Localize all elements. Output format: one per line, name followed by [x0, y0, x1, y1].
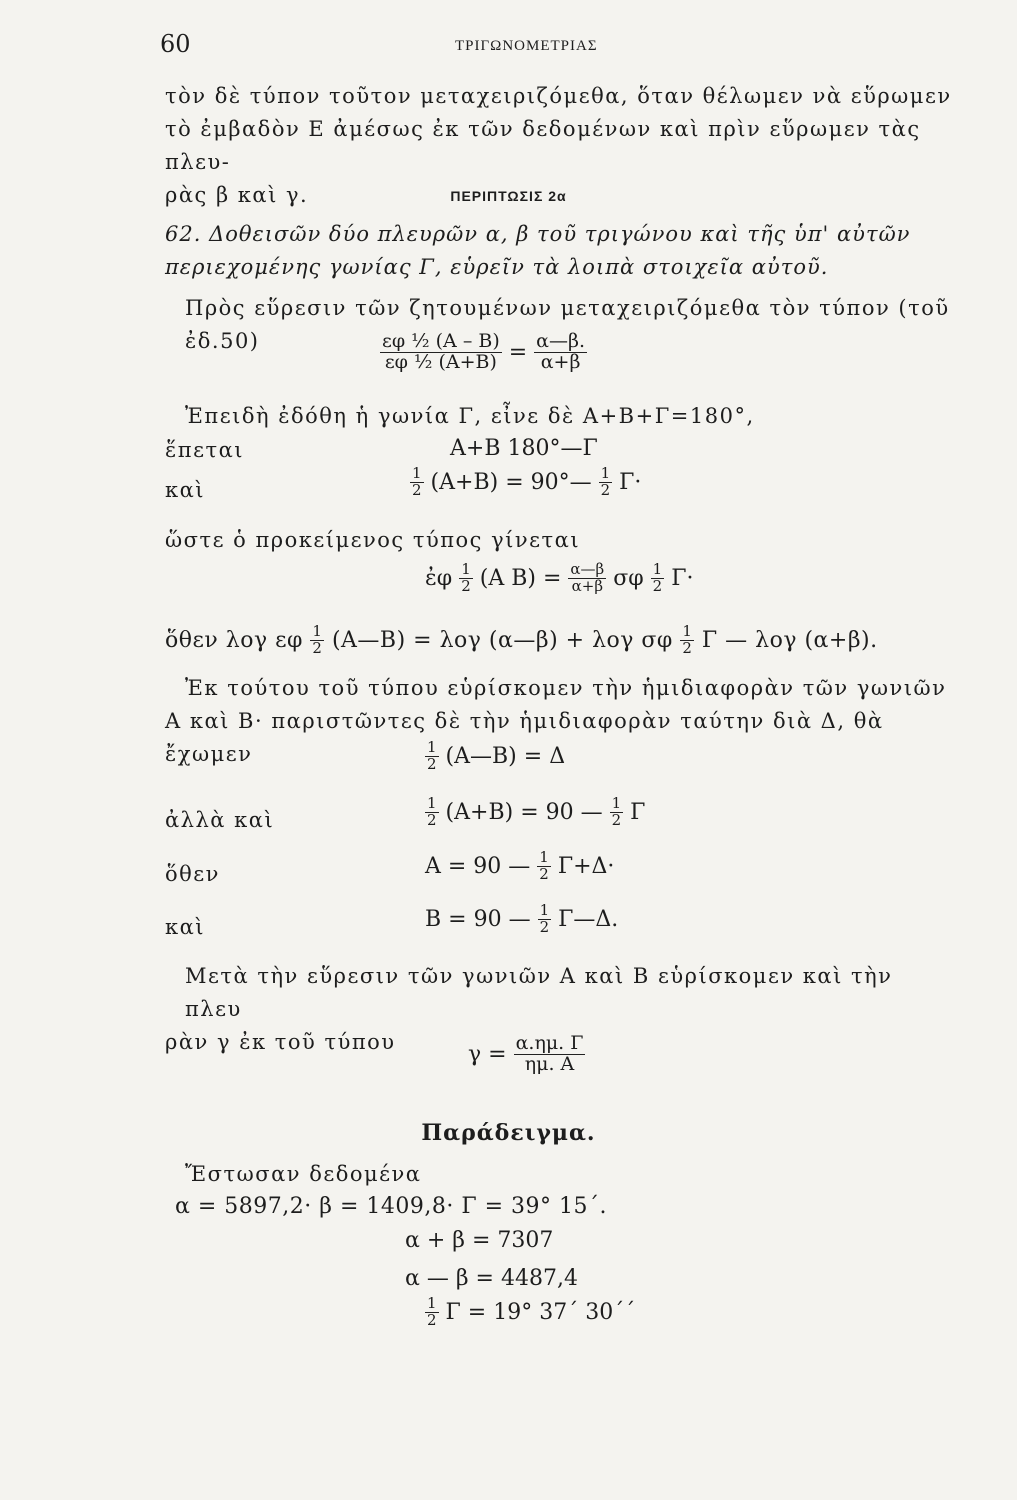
half-fraction: $\frac{1}{2}$ — [539, 848, 549, 883]
paragraph-formula-becomes: ὥστε ὁ προκείμενος τύπος γίνεται — [165, 528, 581, 552]
half-fraction: $\frac{1}{2}$ — [461, 560, 471, 595]
formula-delta: $\frac{1}{2}$ (Α—Β) = Δ — [427, 738, 566, 773]
paragraph-angle-sum: Ἐπειδὴ ἐδόθη ἡ γωνία Γ, εἶνε δὲ Α+Β+Γ=180°, — [185, 404, 755, 428]
label-kai: καὶ — [165, 478, 206, 502]
half-fraction: $\frac{1}{2}$ — [412, 464, 422, 499]
gamma-fraction: $\frac{\alpha.\eta\mu. \Gamma}{\eta\mu. A}$ — [515, 1032, 584, 1075]
formula-rhs-numerator: α—β. — [536, 330, 586, 352]
example-intro: Ἔστωσαν δεδομένα — [185, 1162, 422, 1186]
formula-tan-fraction — [380, 332, 502, 373]
paragraph-half-difference: Ἐκ τούτου τοῦ τύπου εὑρίσκομεν τὴν ἡμιδιαφορὰν τῶν γωνιῶν Α καὶ Β· παριστῶντες δὲ τὴν ἡμιδιαφορὰν ταύτην διὰ Δ, θὰ ἔχωμεν — [165, 676, 947, 766]
problem-statement — [165, 218, 955, 284]
intro-line: τὸ ἐμβαδὸν Ε ἀμέσως ἐκ τῶν δεδομένων καὶ πρὶν εὕρωμεν τὰς πλευ- — [165, 117, 921, 174]
formula-rhs-fraction — [534, 332, 587, 373]
formula-gamma: γ = $\frac{\alpha.\eta\mu. \Gamma}{\eta\mu. A}$ — [468, 1032, 584, 1075]
formula-tangent-ratio: $\frac{\text{εφ ½ (Α – Β)}}{\text{εφ ½ (Α+Β)}}$ = $\frac{\alpha—\beta.}{\alpha+\beta}$ — [382, 330, 586, 373]
half-fraction: $\frac{1}{2}$ — [611, 794, 622, 829]
formula-log: ὅθεν λογ εφ $\frac{1}{2}$ (Α—Β) = λογ (α—β) + λογ σφ $\frac{1}{2}$ Γ — λογ (α+β). — [165, 622, 878, 657]
label-alla-kai: ἀλλὰ καὶ — [165, 808, 275, 832]
paragraph-intro-formula: Πρὸς εὕρεσιν τῶν ζητουμένων μεταχειριζόμεθα τὸν τύπον (τοῦ ἐδ.50) — [185, 296, 950, 353]
formula-angle-b: Β = 90 — $\frac{1}{2}$ Γ—Δ. — [425, 901, 619, 936]
formula-numerator: εφ ½ (Α – Β) — [382, 330, 500, 352]
intro-line: ρὰς β καὶ γ. — [165, 183, 309, 207]
label-othen: ὅθεν — [165, 862, 220, 886]
example-given: α = 5897,2· β = 1409,8· Γ = 39° 15΄. — [175, 1194, 608, 1219]
formula-angle-a: Α = 90 — $\frac{1}{2}$ Γ+Δ· — [425, 848, 615, 883]
page-number: 60 — [160, 30, 191, 58]
paragraph-side-gamma: Μετὰ τὴν εὕρεσιν τῶν γωνιῶν Α καὶ Β εὑρίσκομεν καὶ τὴν πλευ ρὰν γ ἐκ τοῦ τύπου — [165, 964, 893, 1054]
formula-half-sum-90: $\frac{1}{2}$ (Α+Β) = 90 — $\frac{1}{2}$ Γ — [427, 794, 646, 829]
label-epetai: ἕπεται — [165, 438, 244, 462]
half-fraction: $\frac{1}{2}$ — [539, 901, 550, 936]
example-half-gamma: $\frac{1}{2}$ Γ = 19° 37΄ 30΄΄ — [427, 1294, 636, 1329]
half-fraction: $\frac{1}{2}$ — [427, 1294, 437, 1329]
half-fraction: $\frac{1}{2}$ — [600, 464, 611, 499]
example-title: Παράδειγμα. — [421, 1120, 596, 1146]
half-fraction: $\frac{1}{2}$ — [312, 622, 323, 657]
sides-fraction: $\frac{\alpha—\beta}{\alpha+\beta}$ — [570, 560, 605, 595]
formula-rhs-denominator: α+β — [540, 350, 581, 373]
half-fraction: $\frac{1}{2}$ — [427, 738, 437, 773]
formula-a-plus-b: Α+Β 180°—Γ — [450, 436, 598, 461]
problem-line: περιεχομένης γωνίας Γ, εὑρεῖν τὰ λοιπὰ στοιχεῖα αὐτοῦ. — [165, 255, 829, 279]
problem-line: 62. Δοθεισῶν δύο πλευρῶν α, β τοῦ τριγώνου καὶ τῆς ὑπ' αὐτῶν — [165, 222, 911, 246]
half-fraction: $\frac{1}{2}$ — [427, 794, 437, 829]
intro-line: τὸν δὲ τύπον τοῦτον μεταχειριζόμεθα, ὅταν θέλωμεν νὰ εὕρωμεν — [165, 84, 952, 108]
running-title: ΤΡΙΓΩΝΟΜΕΤΡΙΑΣ — [455, 38, 598, 54]
half-fraction: $\frac{1}{2}$ — [652, 560, 663, 595]
section-heading: ΠΕΡΙΠΤΩΣΙΣ 2α — [450, 188, 567, 204]
label-kai-2: καὶ — [165, 915, 206, 939]
formula-tangent-half-diff: ἐφ $\frac{1}{2}$ (Α Β) = $\frac{\alpha—\beta}{\alpha+\beta}$ σφ $\frac{1}{2}$ Γ· — [425, 560, 694, 595]
example-diff: α — β = 4487,4 — [405, 1266, 578, 1291]
half-fraction: $\frac{1}{2}$ — [682, 622, 693, 657]
example-sum: α + β = 7307 — [405, 1228, 554, 1253]
formula-half-sum: $\frac{1}{2}$ (Α+Β) = 90°— $\frac{1}{2}$ Γ· — [412, 464, 642, 499]
formula-denominator: εφ ½ (Α+Β) — [384, 350, 497, 373]
